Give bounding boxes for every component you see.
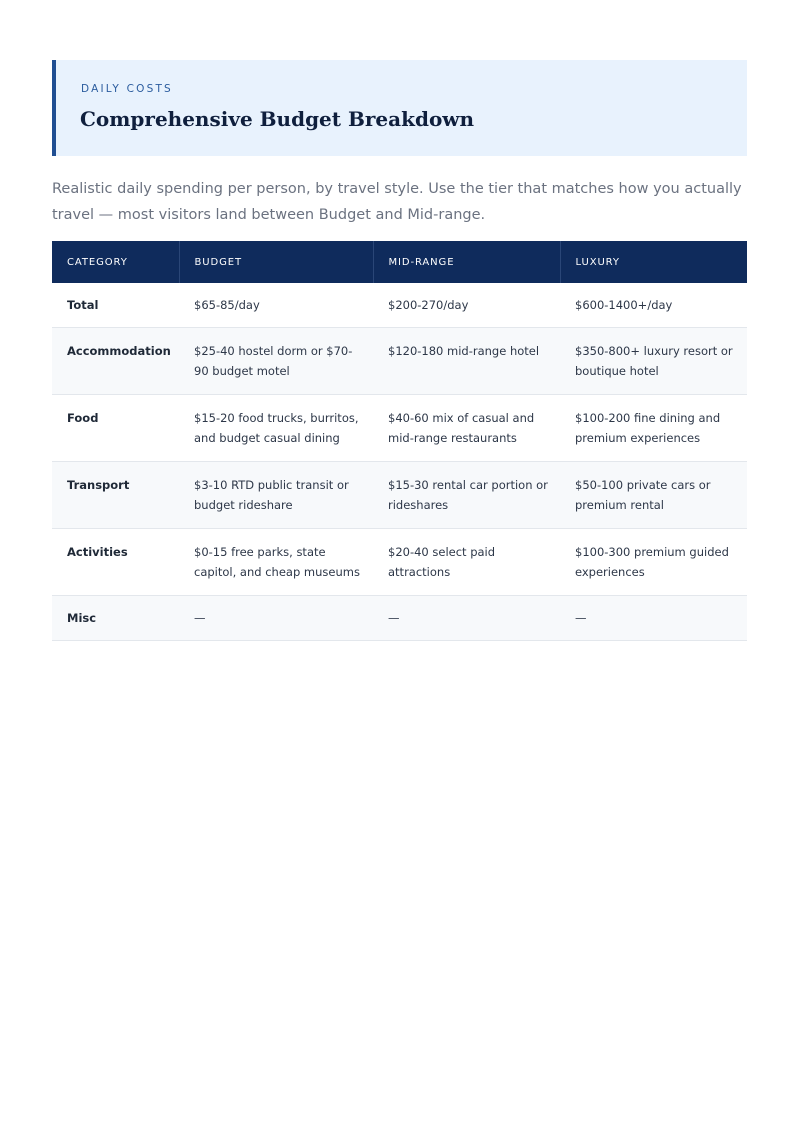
section-title: Comprehensive Budget Breakdown [80,107,475,131]
table-body [52,283,747,641]
table-row [52,462,747,529]
row-category: Misc [67,611,97,625]
luxury-cell: $100-200 fine dining and premium experiences [575,411,721,445]
luxury-cell: $600-1400+/day [575,298,673,312]
table-row [52,529,747,596]
budget-cell: $15-20 food trucks, burritos, and budget casual dining [194,411,359,445]
budget-cell: $0-15 free parks, state capitol, and cheap museums [194,545,360,579]
luxury-cell: — [575,611,587,625]
luxury-cell: $350-800+ luxury resort or boutique hotel [575,344,733,378]
table-row [52,328,747,395]
row-category: Food [67,411,99,425]
midrange-cell: — [388,611,400,625]
midrange-cell: $15-30 rental car portion or rideshares [388,478,548,512]
midrange-cell: $20-40 select paid attractions [388,545,496,579]
row-category: Transport [67,478,130,492]
luxury-cell: $50-100 private cars or premium rental [575,478,711,512]
column-header-luxury: LUXURY [560,241,747,283]
column-header-category: CATEGORY [67,256,128,268]
budget-cell: — [194,611,206,625]
row-category: Accommodation [67,344,171,358]
column-header-midrange: MID-RANGE [373,241,560,283]
table-header [52,241,747,283]
budget-cell: $65-85/day [194,298,260,312]
midrange-cell: $120-180 mid-range hotel [388,344,540,358]
budget-table [52,241,747,641]
table-row [52,283,747,328]
row-category: Total [67,298,99,312]
table-header-row [52,241,747,283]
section-eyebrow: DAILY COSTS [81,83,173,95]
section-callout [52,60,747,156]
table-row [52,395,747,462]
row-category: Activities [67,545,128,559]
midrange-cell: $200-270/day [388,298,469,312]
table-row [52,596,747,641]
budget-cell: $3-10 RTD public transit or budget rideshare [194,478,349,512]
budget-cell: $25-40 hostel dorm or $70-90 budget motel [194,344,353,378]
column-header-budget: BUDGET [179,241,373,283]
luxury-cell: $100-300 premium guided experiences [575,545,729,579]
section-intro: Realistic daily spending per person, by travel style. Use the tier that matches how you actually travel — most visitors land between Budget and Mid-range. [52,181,742,223]
midrange-cell: $40-60 mix of casual and mid-range restaurants [388,411,535,445]
